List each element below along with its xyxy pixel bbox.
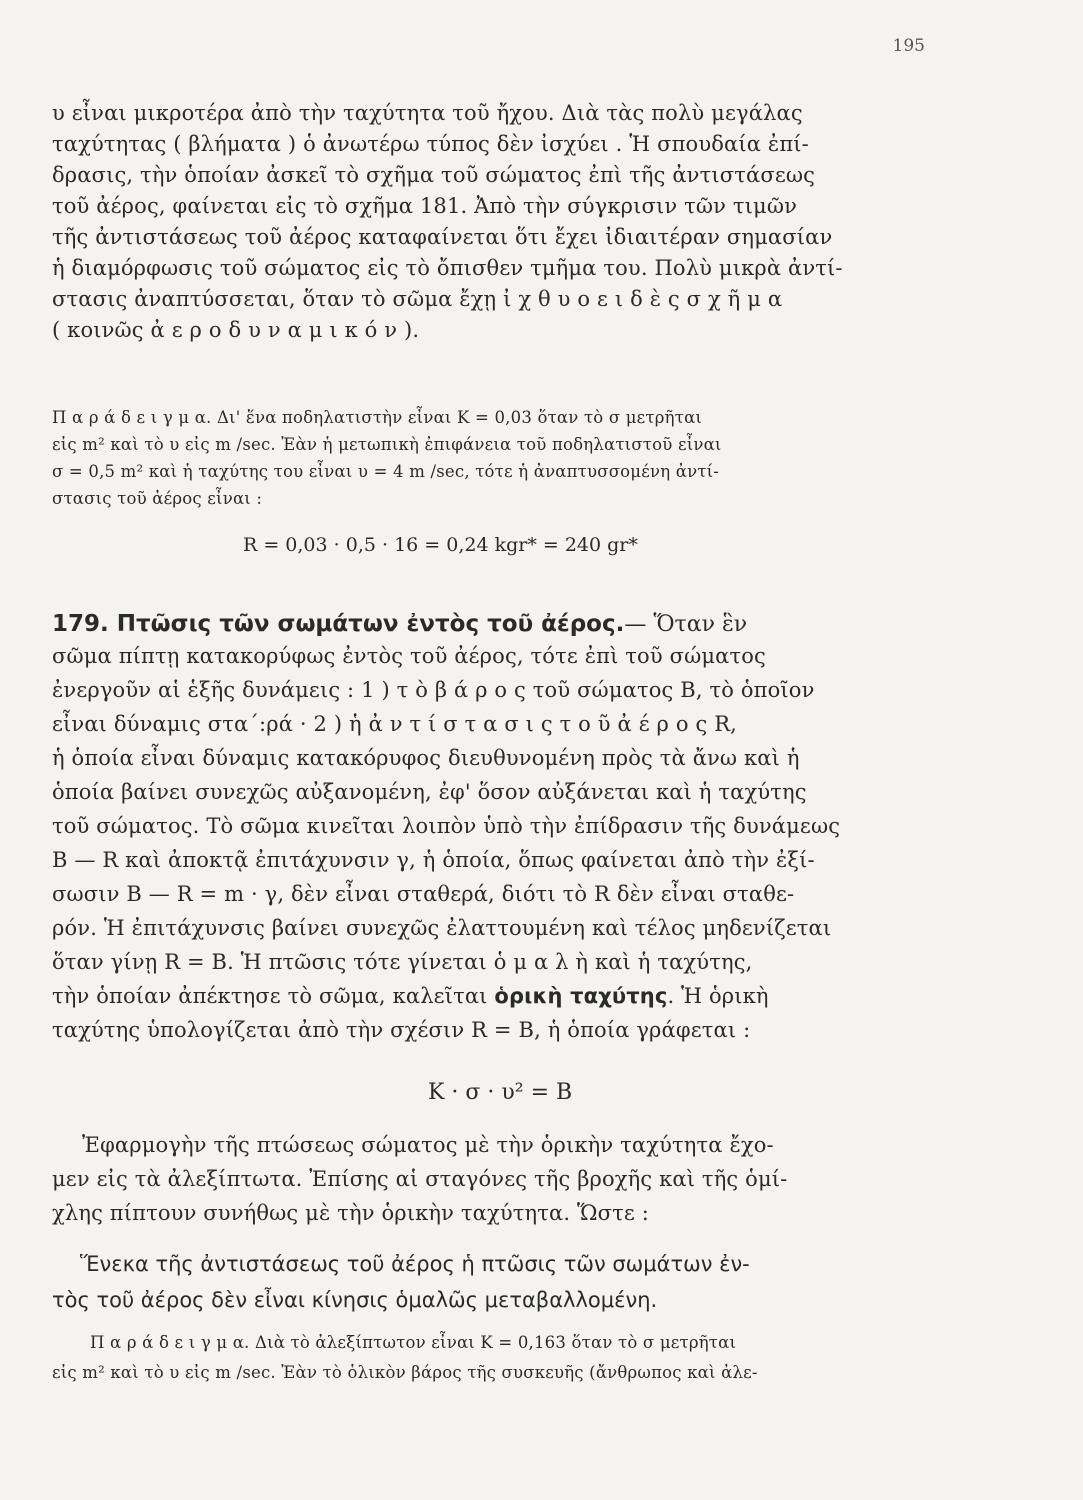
text-line: στασις ἀναπτύσσεται, ὅταν τὸ σῶμα ἔχῃ ἰ χ θ υ ο ε ι δ ὲ ς σ χ ῆ μ α <box>52 287 783 311</box>
text-line: B — R καὶ ἀποκτᾷ ἐπιτάχυνσιν γ, ἡ ὁποία, ὅπως φαίνεται ἀπὸ τὴν ἐξί- <box>52 848 815 872</box>
text-line: ( κοινῶς ἀ ε ρ ο δ υ ν α μ ι κ ό ν ). <box>52 318 420 342</box>
text-line: τοῦ σώματος. Τὸ σῶμα κινεῖται λοιπὸν ὑπὸ τὴν ἐπίδρασιν τῆς δυνάμεως <box>52 814 841 838</box>
text-line: εἰς m² καὶ τὸ υ εἰς m /sec. Ἐὰν τὸ ὁλικὸν βάρος τῆς συσκευῆς (ἄνθρωπος καὶ ἀλε- <box>52 1363 758 1382</box>
text-line: υ εἶναι μικροτέρα ἀπὸ τὴν ταχύτητα τοῦ ἤχου. Διὰ τὰς πολὺ μεγάλας <box>52 101 803 125</box>
text-line: ταχύτητας ( βλήματα ) ὁ ἀνωτέρω τύπος δὲν ἰσχύει . Ἡ σπουδαία ἐπί- <box>52 132 809 156</box>
text-line: ἡ ὁποία εἶναι δύναμις κατακόρυφος διευθυνομένη πρὸς τὰ ἄνω καὶ ἡ <box>52 746 800 770</box>
text-line: τῆς ἀντιστάσεως τοῦ ἀέρος καταφαίνεται ὅτι ἔχει ἰδιαιτέραν σημασίαν <box>52 225 833 249</box>
term-terminal-velocity: ὁρικὴ ταχύτης <box>494 984 668 1008</box>
text-line: ρόν. Ἡ ἐπιτάχυνσις βαίνει συνεχῶς ἐλαττουμένη καὶ τέλος μηδενίζεται <box>52 916 832 940</box>
text-line-terminal-velocity <box>52 981 922 1011</box>
page-number: 195 <box>892 36 925 56</box>
text-line: Π α ρ ά δ ε ι γ μ α. Διὰ τὸ ἀλεξίπτωτον εἶναι K = 0,163 ὅταν τὸ σ μετρῆται <box>90 1333 737 1352</box>
text-line: σωσιν B — R = m · γ, δὲν εἶναι σταθερά, διότι τὸ R δὲν εἶναι σταθε- <box>52 882 795 906</box>
text-line: ὅταν γίνῃ R = B. Ἡ πτῶσις τότε γίνεται ὁ μ α λ ὴ καὶ ἡ ταχύτης, <box>52 950 753 974</box>
section-heading-rest: — Ὅταν ἓν <box>624 612 748 637</box>
section-title: 179. Πτῶσις τῶν σωμάτων ἐντὸς τοῦ ἀέρος. <box>52 611 625 637</box>
section-heading <box>52 608 922 641</box>
text-fragment: . Ἡ ὁρικὴ <box>667 984 769 1008</box>
formula-terminal-velocity: K · σ · υ² = B <box>428 1080 573 1105</box>
text-line: σῶμα πίπτῃ κατακορύφως ἐντὸς τοῦ ἀέρος, τότε ἐπὶ τοῦ σώματος <box>52 644 766 668</box>
text-line: μεν εἰς τὰ ἀλεξίπτωτα. Ἐπίσης αἱ σταγόνες τῆς βροχῆς καὶ τῆς ὁμί- <box>52 1167 788 1191</box>
text-line: χλης πίπτουν συνήθως μὲ τὴν ὁρικὴν ταχύτητα. Ὥστε : <box>52 1201 649 1225</box>
text-line: ταχύτης ὑπολογίζεται ἀπὸ τὴν σχέσιν R = B, ἡ ὁποία γράφεται : <box>52 1018 751 1042</box>
text-line: Π α ρ ά δ ε ι γ μ α. Δι' ἕνα ποδηλατιστὴν εἶναι K = 0,03 ὅταν τὸ σ μετρῆται <box>52 408 703 427</box>
text-line: σ = 0,5 m² καὶ ἡ ταχύτης του εἶναι υ = 4 m /sec, τότε ἡ ἀναπτυσσομένη ἀντί- <box>52 462 720 481</box>
text-line: ὁποία βαίνει συνεχῶς αὐξανομένη, ἐφ' ὅσον αὐξάνεται καὶ ἡ ταχύτης <box>52 780 807 804</box>
text-fragment: τὴν ὁποίαν ἀπέκτησε τὸ σῶμα, καλεῖται <box>52 984 495 1008</box>
formula-resistance: R = 0,03 · 0,5 · 16 = 0,24 kgr* = 240 gr* <box>243 534 638 556</box>
text-line: εἶναι δύναμις στα΄:ρά · 2 ) ἡ ἀ ν τ ί σ τ α σ ι ς τ ο ῦ ἀ έ ρ ο ς R, <box>52 712 738 736</box>
text-line: τὸς τοῦ ἀέρος δὲν εἶναι κίνησις ὁμαλῶς μεταβαλλομένη. <box>52 1288 658 1312</box>
text-line: Ἕνεκα τῆς ἀντιστάσεως τοῦ ἀέρος ἡ πτῶσις τῶν σωμάτων ἐν- <box>80 1252 750 1276</box>
text-line: εἰς m² καὶ τὸ υ εἰς m /sec. Ἐὰν ἡ μετωπικὴ ἐπιφάνεια τοῦ ποδηλατιστοῦ εἶναι <box>52 435 722 454</box>
text-line: δρασις, τὴν ὁποίαν ἀσκεῖ τὸ σχῆμα τοῦ σώματος ἐπὶ τῆς ἀντιστάσεως <box>52 163 816 187</box>
text-line: Ἐφαρμογὴν τῆς πτώσεως σώματος μὲ τὴν ὁρικὴν ταχύτητα ἔχο- <box>82 1133 774 1157</box>
text-line: ἡ διαμόρφωσις τοῦ σώματος εἰς τὸ ὄπισθεν τμῆμα του. Πολὺ μικρὰ ἀντί- <box>52 256 843 280</box>
text-line: στασις τοῦ ἀέρος εἶναι : <box>52 489 263 508</box>
text-line: τοῦ ἀέρος, φαίνεται εἰς τὸ σχῆμα 181. Ἀπὸ τὴν σύγκρισιν τῶν τιμῶν <box>52 194 798 218</box>
text-line: ἐνεργοῦν αἱ ἑξῆς δυνάμεις : 1 ) τ ὸ β ά ρ ο ς τοῦ σώματος B, τὸ ὁποῖον <box>52 678 815 702</box>
